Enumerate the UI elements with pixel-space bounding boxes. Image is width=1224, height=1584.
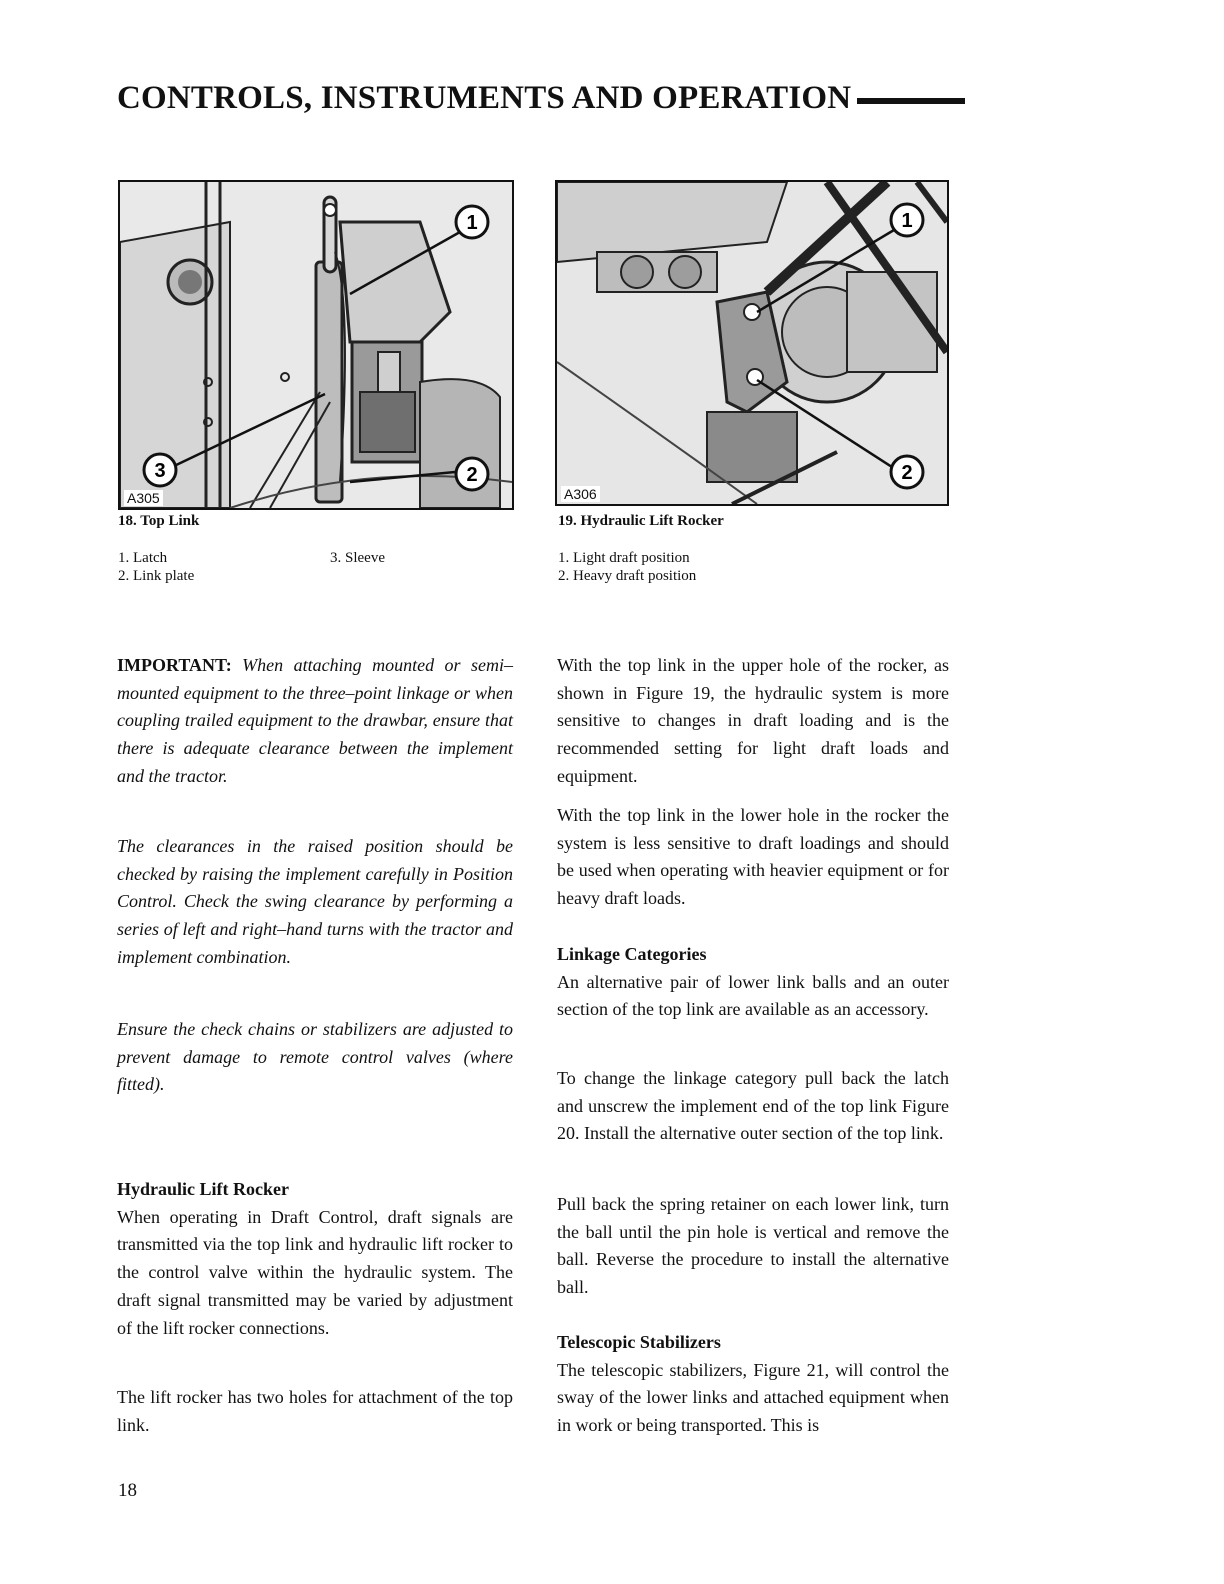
lift-rocker-holes-paragraph: The lift rocker has two holes for attachment of the top link. xyxy=(117,1387,513,1435)
spring-retainer-paragraph: Pull back the spring retainer on each lower link, turn the ball until the pin hole is vertical and remove the ball. Reverse the procedure to install the alternative ball. xyxy=(557,1194,949,1298)
lower-hole-paragraph: With the top link in the lower hole in the rocker the system is less sensitive to draft loadings and should be used when operating with heavier equipment or for heavy draft loads. xyxy=(557,805,949,909)
draft-control-paragraph: When operating in Draft Control, draft signals are transmitted via the top link and hydraulic lift rocker to the control valve within the hydraulic system. The draft signal transmitted may be varied by adjustment of the lift rocker connections. xyxy=(117,1206,513,1338)
right-column-p2 xyxy=(557,802,949,913)
hydraulic-lift-rocker-heading: Hydraulic Lift Rocker xyxy=(117,1179,289,1199)
left-column xyxy=(117,652,513,791)
linkage-categories-heading: Linkage Categories xyxy=(557,944,707,964)
figure-18-callout-2: 2 xyxy=(466,464,478,486)
figure-19-hydraulic-lift-rocker xyxy=(555,180,949,506)
important-text: When attaching mounted or semi–mounted equipment to the three–point linkage or when coupling trailed equipment to the drawbar, ensure that there is adequate clearance between the implement and the tractor. xyxy=(117,655,513,786)
legend-item: 1. Light draft position xyxy=(558,550,690,566)
check-chains-paragraph: Ensure the check chains or stabilizers are adjusted to prevent damage to remote control valves (where fitted). xyxy=(117,1019,513,1095)
figure-18-callout-3: 3 xyxy=(154,460,166,482)
header-rule xyxy=(857,98,965,104)
figure-19-illustration xyxy=(557,182,947,504)
left-column-p5 xyxy=(117,1384,513,1439)
left-column-p4 xyxy=(117,1176,513,1342)
important-paragraph xyxy=(117,652,513,791)
page-number: 18 xyxy=(118,1480,137,1501)
telescopic-stabilizers-heading: Telescopic Stabilizers xyxy=(557,1332,721,1352)
legend-item: 2. Link plate xyxy=(118,568,195,584)
right-column-p5 xyxy=(557,1191,949,1302)
clearance-paragraph: The clearances in the raised position should be checked by raising the implement carefully in Position Control. Check the swing clearance by performing a series of left and right–hand turns with the tractor and implement combination. xyxy=(117,836,513,967)
figure-19-caption: 19. Hydraulic Lift Rocker xyxy=(558,513,724,529)
figure-18-illustration xyxy=(120,182,512,508)
left-column-p2 xyxy=(117,833,513,972)
upper-hole-paragraph: With the top link in the upper hole of the rocker, as shown in Figure 19, the hydraulic system is more sensitive to changes in draft loading and is the recommended setting for light draft loads and equipment. xyxy=(557,655,949,786)
figure-19-code: A306 xyxy=(561,486,600,502)
left-column-p3 xyxy=(117,1016,513,1099)
page-header xyxy=(117,80,965,117)
figure-19-callout-1: 1 xyxy=(901,210,913,232)
legend-item: 2. Heavy draft position xyxy=(558,568,697,584)
figure-18-code: A305 xyxy=(124,490,163,506)
change-category-paragraph: To change the linkage category pull back the latch and unscrew the implement end of the top link Figure 20. Install the alternative outer section of the top link. xyxy=(557,1068,949,1144)
alternative-balls-paragraph: An alternative pair of lower link balls and an outer section of the top link are available as an accessory. xyxy=(557,971,949,1020)
figure-18-legend-col2 xyxy=(330,549,385,567)
figure-18-callout-1: 1 xyxy=(466,212,478,234)
right-column-p3 xyxy=(557,941,949,1024)
section-title: CONTROLS, INSTRUMENTS AND OPERATION xyxy=(117,80,852,116)
right-column-p4 xyxy=(557,1065,949,1148)
right-column-p6 xyxy=(557,1329,949,1440)
figure-18-top-link xyxy=(118,180,514,510)
legend-item: 3. Sleeve xyxy=(330,550,385,566)
figure-19-callout-2: 2 xyxy=(901,462,913,484)
right-column-p1 xyxy=(557,652,949,791)
stabilizers-paragraph: The telescopic stabilizers, Figure 21, will control the sway of the lower links and attached equipment when in work or being transported. This is xyxy=(557,1359,949,1436)
figure-18-caption: 18. Top Link xyxy=(118,513,200,529)
figure-18-legend xyxy=(118,549,194,585)
figure-19-legend xyxy=(558,549,696,585)
legend-item: 1. Latch xyxy=(118,550,168,566)
important-label: IMPORTANT: xyxy=(117,655,232,675)
